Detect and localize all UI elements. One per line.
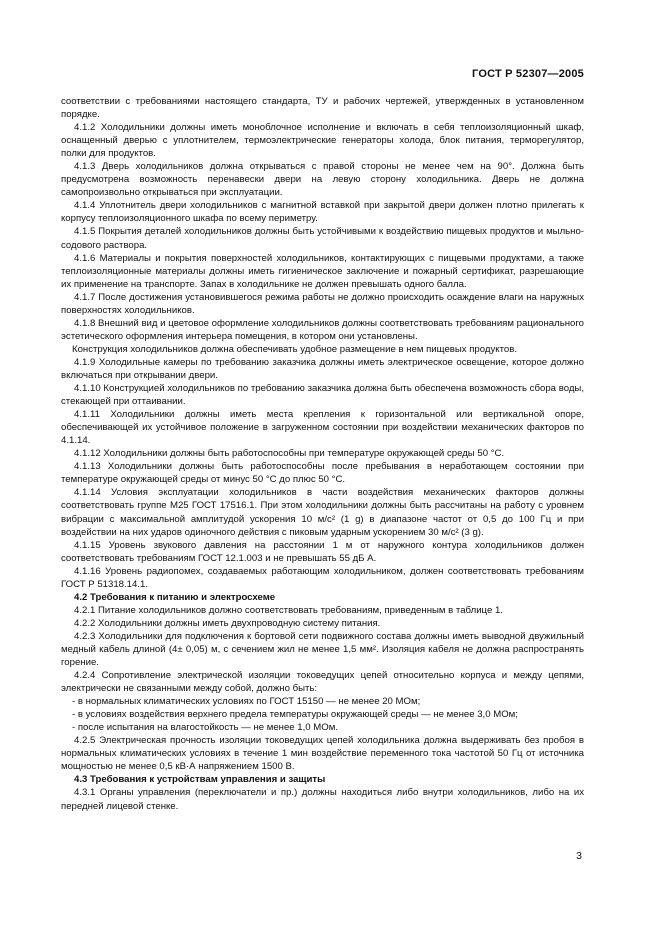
paragraph: 4.2.4 Сопротивление электрической изоляции токоведущих цепей относительно корпуса и между цепями, электрически не связанными между собой, должно быть: (61, 670, 584, 695)
paragraph: 4.1.10 Конструкцией холодильников по требованию заказчика должна быть обеспечена возможность сбора воды, стекающей при оттаивании. (61, 383, 584, 408)
paragraph: 4.1.3 Дверь холодильников должна открываться с правой стороны не менее чем на 90°. Должна быть предусмотрена возможность перенавески двери на левую сторону холодильника. Дверь не должна самопроизвольно открываться при эксплуатации. (61, 161, 584, 199)
paragraph: 4.1.12 Холодильники должны быть работоспособны при температуре окружающей среды 50 °С. (74, 448, 505, 460)
page-number: 3 (576, 850, 582, 862)
paragraph: соответствии с требованиями настоящего стандарта, ТУ и рабочих чертежей, утвержденных в установленном порядке. (61, 96, 584, 121)
section-heading: 4.2 Требования к питанию и электросхеме (74, 591, 276, 603)
paragraph: - после испытания на влагостойкость — не менее 1,0 МОм. (72, 722, 339, 734)
document-body (61, 95, 584, 813)
paragraph: 4.1.8 Внешний вид и цветовое оформление холодильников должны соответствовать требованиям рационального эстетического оформления интерьера помещения, в котором они установлены. (61, 317, 584, 342)
paragraph: - в условиях воздействия верхнего предела температуры окружающей среды — не менее 3,0 МОм; (72, 709, 518, 721)
paragraph: 4.1.11 Холодильники должны иметь места крепления к горизонтальной или вертикальной опоре, обеспечивающей их устойчивое положение в загруженном состоянии при воздействии механических факторов по 4.1.14. (61, 409, 584, 447)
paragraph: 4.1.4 Уплотнитель двери холодильников с магнитной вставкой при закрытой двери должен плотно прилегать к корпусу теплоизоляционного шкафа по всему периметру. (61, 200, 584, 225)
paragraph: Конструкция холодильников должна обеспечивать удобное размещение в нем пищевых продуктов. (72, 343, 517, 355)
paragraph: 4.2.2 Холодильники должны иметь двухпроводную систему питания. (74, 617, 381, 629)
paragraph: 4.1.5 Покрытия деталей холодильников должны быть устойчивыми к воздействию пищевых продуктов и мыльно-содового раствора. (61, 226, 584, 251)
paragraph: 4.1.13 Холодильники должны быть работоспособны после пребывания в неработающем состоянии при температуре окружающей среды от минус 50 °С до плюс 50 °С. (61, 461, 584, 486)
paragraph: 4.1.6 Материалы и покрытия поверхностей холодильников, контактирующих с пищевыми продуктами, а также теплоизоляционные материалы должны иметь гигиеническое заключение и пожарный сертификат, разрешающие их применение на транспорте. Запах в холодильнике не должен превышать одного балла. (61, 252, 584, 290)
paragraph: 4.1.7 После достижения установившегося режима работы не должно происходить осаждение влаги на наружных поверхностях холодильников. (61, 291, 584, 316)
paragraph: - в нормальных климатических условиях по ГОСТ 15150 — не менее 20 МОм; (72, 696, 421, 708)
paragraph: 4.1.14 Условия эксплуатации холодильников в части воздействия механических факторов должны соответствовать группе М25 ГОСТ 17516.1. При этом холодильники должны быть рассчитаны на работу с уровнем вибрации с максимальной амплитудой ускорения 10 м/с² (1 g) в диапазоне частот от 0,5 до 100 Гц и при воздействии на них ударов одиночного действия с пиковым ударным ускорением 30 м/с² (3 g). (61, 487, 584, 538)
paragraph: 4.3.1 Органы управления (переключатели и пр.) должны находиться либо внутри холодильников, либо на их передней лицевой стенке. (61, 787, 584, 812)
document-id: ГОСТ Р 52307—2005 (472, 68, 584, 80)
paragraph: 4.1.2 Холодильники должны иметь моноблочное исполнение и включать в себя теплоизоляционный шкаф, оснащенный дверью с уплотнителем, термоэлектрические генераторы холода, блок питания, терморегулятор, полки для продуктов. (61, 122, 584, 160)
paragraph: 4.2.1 Питание холодильников должно соответствовать требованиям, приведенным в таблице 1. (74, 604, 503, 616)
paragraph: 4.1.16 Уровень радиопомех, создаваемых работающим холодильником, должен соответствовать требованиям ГОСТ Р 51318.14.1. (61, 565, 584, 590)
paragraph: 4.2.3 Холодильники для подключения к бортовой сети подвижного состава должны иметь выводной двужильный медный кабель длиной (4± 0,05) м, с сечением жил не менее 1,5 мм². Изоляция кабеля не должна распространять горение. (61, 630, 584, 669)
paragraph: 4.1.15 Уровень звукового давления на расстоянии 1 м от наружного контура холодильников должен соответствовать требованиям ГОСТ 12.1.003 и не превышать 55 дБ А. (61, 539, 584, 564)
paragraph: 4.2.5 Электрическая прочность изоляции токоведущих цепей холодильника должна выдерживать без пробоя в нормальных климатических условиях в течение 1 мин воздействие переменного тока частотой 50 Гц от источника мощностью не менее 0,5 кВ·А напряжением 1500 В. (61, 735, 584, 773)
section-heading: 4.3 Требования к устройствам управления и защиты (74, 774, 326, 786)
paragraph: 4.1.9 Холодильные камеры по требованию заказчика должны иметь электрическое освещение, которое должно включаться при открывании двери. (61, 356, 584, 381)
